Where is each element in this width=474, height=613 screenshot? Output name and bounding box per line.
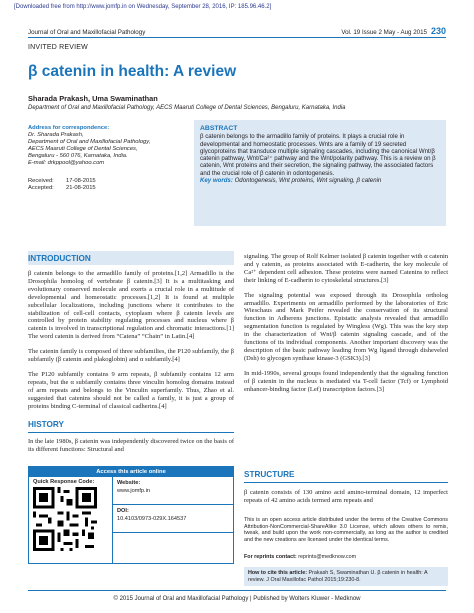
download-notice: [Downloaded free from http://www.jomfp.in on Wednesday, September 28, 2016, IP: 185.96.46.2]	[14, 4, 272, 10]
correspondence-line: Bengaluru - 560 076, Karnataka, India.	[28, 153, 128, 160]
introduction-heading-text: INTRODUCTION	[28, 254, 91, 263]
keywords: Odontogenesis, Wnt proteins, Wnt signaling, β catenin	[234, 177, 382, 185]
correspondence-line: AECS Maaruti College of Dental Sciences,	[28, 146, 138, 153]
dates-block	[28, 178, 96, 192]
article-title: β catenin in health: A review	[28, 63, 237, 80]
received-date: 17-08-2015	[66, 178, 96, 184]
received-label: Received:	[28, 178, 54, 184]
website-link[interactable]: www.jomfp.in	[117, 488, 150, 494]
accepted-row	[28, 185, 96, 192]
journal-name: Journal of Oral and Maxillofacial Pathology	[28, 29, 146, 36]
abstract-box	[194, 120, 446, 226]
section-heading-introduction	[28, 251, 234, 265]
correspondence-line: Department of Oral and Maxillofacial Pathology,	[28, 139, 151, 146]
issue-info: Vol. 19 Issue 2 May - Aug 2015	[341, 29, 427, 36]
history-heading-text: HISTORY	[28, 420, 64, 429]
footer-rule	[28, 590, 446, 591]
correspondence-block	[28, 125, 188, 168]
correspondence-heading: Address for correspondence:	[28, 125, 110, 131]
accepted-date: 21-08-2015	[66, 185, 96, 192]
qr-code-icon[interactable]	[33, 487, 97, 551]
access-info	[113, 477, 233, 563]
structure-rule	[244, 482, 448, 483]
body-paragraph: The signaling potential was exposed through its Drosophila ortholog armadillo. Experiments on armadillo performed by the laboratories of Eric Wieschaus and Mark Peifer revealed the conservation of its structural function in Adherens junctions. Epistatic analysis revealed that armadillo segmentation function is regulated by Wingless (Wg). This was the key step in the characterization of Wnt/β catenin signaling cascade, and of the functions of its individual components. Another important discovery was the description of the basic pathway leading from Wg ligand through disheveled (Dsh) to glycogen synthase kinase-3 (GSK3).[3]	[244, 291, 448, 362]
abstract-heading: ABSTRACT	[200, 125, 238, 132]
access-inner	[29, 477, 233, 563]
qr-label: Quick Response Code:	[33, 479, 95, 485]
intro-paragraph: The catenin family is composed of three subfamilies, the P120 subfamily, the β subfamily (β catenin and plakoglobin) and α subfamily.[4]	[28, 348, 234, 364]
left-column	[28, 270, 234, 418]
affiliation: Department of Oral and Maxillofacial Pathology, AECS Maaruti College of Dental Sciences, Bengaluru, Karnataka, India	[28, 105, 346, 111]
reprints-label: For reprints contact:	[244, 554, 297, 560]
access-online-box	[28, 466, 234, 564]
article-type: INVITED REVIEW	[28, 44, 88, 51]
doi-row	[113, 505, 233, 533]
intro-paragraph: β catenin belongs to the armadillo family of proteins.[1,2] Armadillo is the Drosophila homolog of vertebrate β catenin.[3] It is a multitasking and evolutionary conserved molecule and exerts a crucial role in a multitude of developmental and homeostatic processes.[1,2] It is found at multiple subcellular localizations, including junctions where it contributes to the stabilization of cell-cell contacts, cytoplasm where β catenin levels are controlled by protein stability regulating processes and nucleus where β catenin is involved in transcriptional regulation and chromatic interactions.[1] The word catenin is derived from “Catena” “Chain” in Latin.[4]	[28, 270, 234, 341]
website-row	[113, 477, 233, 505]
reprints-email[interactable]: reprints@medknow.com	[298, 554, 357, 560]
citation-label: How to cite this article:	[248, 570, 308, 576]
license-text: This is an open access article distributed under the terms of the Creative Commons Attribution-NonCommercial-ShareAlike 3.0 License, which allows others to remix, tweak, and build upon the work non-commercially, as long as the author is credited and the new creations are licensed under the identical terms.	[244, 517, 448, 543]
history-column	[28, 438, 234, 461]
structure-column	[244, 489, 448, 512]
citation-box	[244, 567, 448, 586]
structure-heading-text: STRUCTURE	[244, 470, 295, 479]
reprints-line	[244, 554, 356, 560]
authors: Sharada Prakash, Uma Swaminathan	[28, 94, 158, 103]
received-row	[28, 178, 96, 185]
structure-paragraph: β catenin consists of 130 amino acid amino-terminal domain, 12 imperfect repeats of 42 amino acids termed arm repeats and	[244, 489, 448, 504]
right-column	[244, 253, 448, 401]
body-paragraph: In mid-1990s, several groups found independently that the signaling function of β catenin in the nucleus is mediated via T-cell factor (Tcf) or Lymphoid enhancer-binding factor (Lef) transcription factors.[3]	[244, 369, 448, 393]
history-rule	[28, 432, 234, 433]
website-label: Website:	[117, 480, 141, 486]
section-heading-structure	[244, 470, 448, 483]
abstract-text: β catenin belongs to the armadillo family of proteins. It plays a crucial role in developmental and homeostatic processes. Wnts are a family of 19 secreted glycoproteins that transduce multiple signaling cascades, including the canonical Wnt/β catenin pathway, Wnt/Ca²⁺ pathway and the Wnt/polarity pathway. This is a review on β catenin, Wnt proteins and their secretion, the signaling pathway, the associated factors and the crucial role of β catenin in odontogenesis.	[200, 133, 436, 177]
citation-text: Prakash S, Swaminathan U. β catenin in health: A review. J Oral Maxillofac Pathol 2015;19:230-8.	[248, 570, 428, 583]
page-number: 230	[430, 26, 446, 36]
accepted-label: Accepted:	[28, 185, 54, 192]
section-heading-history	[28, 420, 234, 433]
history-paragraph: In the late 1980s, β catenin was independently discovered twice on the basis of its different functions: Structural and	[28, 438, 234, 453]
issue-and-page	[341, 26, 446, 36]
doi-label: DOI:	[117, 508, 129, 514]
header-rule	[28, 37, 446, 38]
access-empty-row	[113, 533, 233, 561]
access-title: Access this article online	[29, 467, 233, 477]
qr-cell	[29, 477, 113, 563]
doi-link[interactable]: 10.4103/0973-029X.164537	[117, 516, 187, 522]
correspondence-line: Dr. Sharada Prakash,	[28, 132, 84, 139]
body-paragraph: signaling. The group of Rolf Kelmer isolated β catenin together with α catenin and γ catenin, as proteins associated with E-cadherin, the key molecule of Ca²⁺ dependent cell adhesion. These proteins were named Catenins to reflect their linking of E-cadherin to cytoskeletal structures.[3]	[244, 253, 448, 284]
keywords-label: Key words:	[200, 177, 233, 185]
running-header	[28, 26, 446, 36]
correspondence-email[interactable]: E-mail: drkppool@yahoo.com	[28, 160, 105, 167]
intro-paragraph: The P120 subfamily contains 9 arm repeats, β subfamily contains 12 arm repeats, but the α subfamily contains three vinculin homolog domains instead of arm repeats and belongs to the Vinculin superfamily. Thus, Zhao et al. suggested that catenins should not be called a family, it is just a group of proteins binding C-terminal of classical cadherins.[4]	[28, 370, 234, 410]
page-footer: © 2015 Journal of Oral and Maxillofacial Pathology | Published by Wolters Kluwer - Medknow	[113, 596, 361, 602]
